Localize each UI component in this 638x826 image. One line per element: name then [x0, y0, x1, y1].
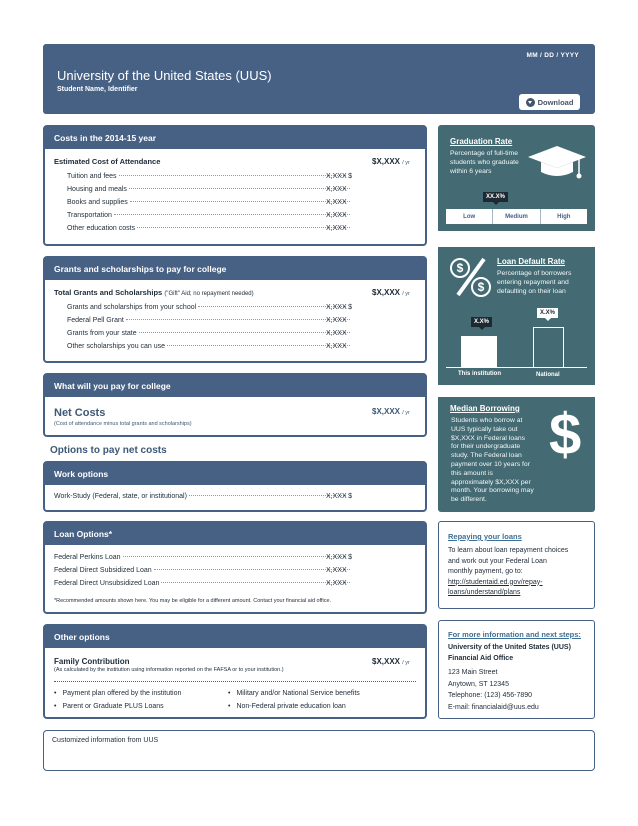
leader-dots [126, 319, 350, 320]
contact-email[interactable]: E-mail: financialaid@uus.edu [448, 704, 539, 712]
net-cost-bar-title: What will you pay for college [45, 375, 425, 397]
loan-default-title: Loan Default Rate [497, 257, 566, 266]
work-options-title: Work options [45, 463, 425, 485]
family-contribution-amount: $X,XXX / yr [372, 657, 410, 666]
leader-dots [189, 495, 346, 496]
total-grants-label: Total Grants and Scholarships ("Gift" Aid; no repayment needed) [54, 288, 254, 297]
leader-dots [167, 345, 350, 346]
repaying-loans-box [438, 521, 595, 609]
family-contribution-label: Family Contribution [54, 657, 130, 666]
graduation-rate-scale [446, 209, 587, 224]
line-item [67, 343, 352, 350]
line-item-value: X,XXX [326, 199, 347, 206]
download-button[interactable] [519, 94, 580, 110]
median-borrowing-panel [438, 397, 595, 512]
total-grants-amount: $X,XXX / yr [372, 288, 410, 297]
contact-details: 123 Main Street Anytown, ST 12345 Telephone: (123) 456-7890 E-mail: financialaid@uus.edu [448, 669, 539, 712]
line-item-label: Books and supplies [67, 199, 128, 206]
divider [54, 681, 416, 682]
line-item [54, 493, 352, 500]
national-label: National [536, 372, 560, 378]
national-default-bar [533, 327, 564, 367]
grants-card [43, 256, 427, 363]
contact-box [438, 620, 595, 719]
line-item [67, 212, 352, 219]
line-item-label: Work-Study (Federal, state, or institutional) [54, 493, 187, 500]
line-item-value: X,XXX [326, 212, 347, 219]
svg-text:$: $ [456, 261, 464, 275]
net-cost-card [43, 373, 427, 437]
net-costs-title: Net Costs [54, 407, 106, 419]
national-default-value: X.X% [537, 308, 558, 318]
repaying-loans-title: Repaying your loans [448, 532, 522, 541]
grants-title: Grants and scholarships to pay for college [45, 258, 425, 280]
line-item-label: Housing and meals [67, 186, 127, 193]
family-contribution-note: (As calculated by the institution using information reported on the FAFSA or to your institution.) [54, 667, 284, 673]
bullet-payment-plan: • Payment plan offered by the institution [54, 690, 181, 697]
options-title: Options to pay net costs [50, 445, 167, 456]
institution-default-bar [461, 336, 497, 367]
line-item-label: Other scholarships you can use [67, 343, 166, 350]
loan-default-text: Percentage of borrowers entering repayment and defaulting on their loan [497, 270, 572, 295]
line-item-value: X,XXX [326, 580, 347, 587]
contact-org: University of the United States (UUS) Financial Aid Office [448, 644, 571, 662]
scale-high: High [557, 213, 571, 220]
scale-low: Low [446, 209, 493, 224]
line-item-value: X,XXX [326, 554, 347, 561]
line-item-label: Other education costs [67, 225, 136, 232]
line-item [67, 330, 352, 337]
leader-dots [139, 332, 350, 333]
loan-default-panel [438, 247, 595, 385]
line-item [54, 554, 352, 561]
median-borrowing-text: Students who borrow at UUS typically take out $X,XXX in Federal loans for their undergraduate study. The Federal loan payment over 10 years for this amount is approximately $X,XXX per month. Your borrowing may be different. [451, 417, 534, 504]
cost-of-attendance-label: Estimated Cost of Attendance [54, 157, 161, 166]
page-header [43, 44, 595, 114]
institution-default-value: X.X% [471, 317, 492, 327]
leader-dots [129, 188, 350, 189]
line-item-value: X,XXX [326, 317, 347, 324]
download-icon [526, 98, 535, 107]
graduation-cap-icon [526, 144, 588, 182]
loan-options-card [43, 521, 427, 614]
student-name: Student Name, Identifier [57, 86, 138, 93]
other-options-title: Other options [45, 626, 425, 648]
page-title: University of the United States (UUS) [57, 68, 272, 83]
date: MM / DD / YYYY [526, 52, 579, 59]
net-costs-amount: $X,XXX / yr [372, 407, 410, 416]
graduation-rate-value: XX.X% [483, 192, 508, 202]
repaying-loans-text: To learn about loan repayment choices and work out your Federal Loan monthly payment, go to: http://studentaid.ed.gov/repay- loans/understand/plans [448, 547, 569, 596]
percent-icon [450, 256, 492, 298]
leader-dots [154, 569, 350, 570]
line-item-label: Federal Direct Unsubsidized Loan [54, 580, 160, 587]
leader-dots [161, 582, 350, 583]
other-options-card [43, 624, 427, 719]
scale-medium: Medium [493, 209, 540, 224]
graduation-rate-panel [438, 125, 595, 231]
work-options-card [43, 461, 427, 512]
currency-symbol: $ [348, 493, 352, 500]
contact-title: For more information and next steps: [448, 630, 581, 639]
leader-dots [130, 201, 350, 202]
line-item [67, 225, 352, 232]
line-item-value: X,XXX [326, 186, 347, 193]
line-item-value: X,XXX [326, 225, 347, 232]
repayment-link[interactable]: http://studentaid.ed.gov/repay- loans/understand/plans [448, 578, 543, 596]
leader-dots [198, 306, 346, 307]
line-item [67, 173, 352, 180]
line-item-value: X,XXX [326, 493, 347, 500]
line-item [67, 317, 352, 324]
line-item [67, 304, 352, 311]
leader-dots [137, 227, 350, 228]
currency-symbol: $ [348, 554, 352, 561]
dollar-icon: $ [549, 402, 582, 467]
line-item-label: Federal Direct Subsidized Loan [54, 567, 152, 574]
leader-dots [123, 556, 347, 557]
loan-footnote: *Recommended amounts shown here. You may be eligible for a different amount. Contact your financial aid office. [54, 598, 332, 604]
institution-label: This institution [458, 371, 501, 377]
custom-info-text: Customized information from UUS [52, 737, 159, 744]
net-costs-subtitle: (Cost of attendance minus total grants and scholarships) [54, 421, 192, 427]
leader-dots [119, 175, 347, 176]
line-item-value: X,XXX [326, 567, 347, 574]
line-item-value: X,XXX [326, 304, 347, 311]
graduation-rate-text: Percentage of full-time students who graduate within 6 years [450, 150, 519, 175]
svg-text:$: $ [477, 280, 485, 294]
line-item-label: Federal Perkins Loan [54, 554, 121, 561]
graduation-rate-title: Graduation Rate [450, 137, 513, 146]
median-borrowing-title: Median Borrowing [450, 404, 520, 413]
costs-card [43, 125, 427, 246]
leader-dots [114, 214, 350, 215]
line-item-label: Tuition and fees [67, 173, 117, 180]
download-label: Download [537, 97, 574, 107]
cost-of-attendance-total: $X,XXX / yr [372, 157, 410, 166]
line-item [67, 199, 352, 206]
line-item-value: X,XXX [326, 343, 347, 350]
costs-title: Costs in the 2014-15 year [45, 127, 425, 149]
currency-symbol: $ [348, 304, 352, 311]
line-item [67, 186, 352, 193]
currency-symbol: $ [348, 173, 352, 180]
line-item-value: X,XXX [326, 173, 347, 180]
bullet-plus-loans: • Parent or Graduate PLUS Loans [54, 703, 164, 710]
baseline [446, 367, 587, 368]
line-item-value: X,XXX [326, 330, 347, 337]
bullet-private-loan: • Non-Federal private education loan [228, 703, 346, 710]
line-item [54, 567, 352, 574]
line-item-label: Grants from your state [67, 330, 137, 337]
line-item-label: Grants and scholarships from your school [67, 304, 197, 311]
bullet-military: • Military and/or National Service benefits [228, 690, 360, 697]
line-item [54, 580, 352, 587]
custom-info-box [43, 730, 595, 771]
line-item-label: Federal Pell Grant [67, 317, 124, 324]
loan-options-title: Loan Options* [45, 523, 425, 545]
line-item-label: Transportation [67, 212, 112, 219]
